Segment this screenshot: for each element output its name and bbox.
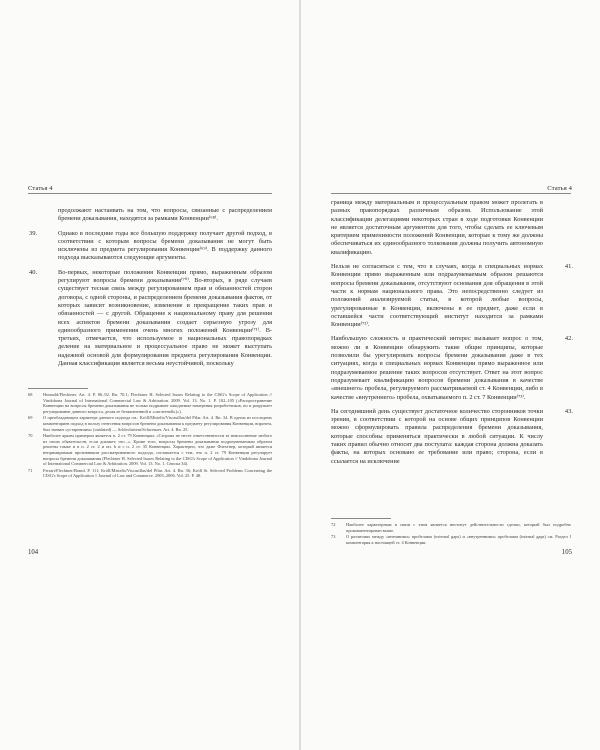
paragraph-40 (29, 268, 272, 369)
footnote-73 (331, 534, 571, 545)
running-header: Статья 4 (547, 185, 572, 192)
footnote-number: 73 (331, 534, 336, 540)
footnote-number: 72 (331, 522, 336, 527)
footnote-text: О преобладающем характере данного подхода см.: Kröll/Mistelis/Viscasillas/del Pilar. Art. 4. Rn. 34. В одном из последних комментариев подход в пользу отнесения вопросов бремени доказывания к предмету регулирования Конвенции, впрочем, был назван «устаревшим» (outdated) — Schlechtriem/Schwenzer. Art. 4. Rn. 25. (43, 415, 272, 432)
paragraph-number: 43. (564, 407, 573, 415)
paragraph-text: Во-первых, некоторые положения Конвенции прямо, выраженным образом регулируют вопросы бремени доказывания⁽⁷⁰⁾. Во-вторых, в ряде случаев существует тесная связь между регулированием прав и обязанностей сторон договора, с одной стороны, и распределением бремени доказывания фактов, от которых зависит возникновение, изменение и прекращение таких прав и обязанностей — с другой. Обращение к национальному праву для решения всех аспектов бремени доказывания создает серьезную угрозу для единообразного применения очень многих положений Конвенции⁽⁷¹⁾. В-третьих, отмечается, что используемое в национальных правопорядках деление на материальное и процессуальное право не может выступать надежной основой для формулирования предмета регулирования Конвенции. Данная классификация является весьма неустойчивой, поскольку (58, 268, 272, 368)
footnote-69 (28, 415, 272, 432)
footnote-70 (28, 433, 272, 467)
footnote-71 (28, 468, 272, 479)
paragraph-text: Нельзя не согласиться с тем, что в случаях, когда в специальных нормах Конвенции прямо выраженным или подразумеваемым образом решаются вопросы бремени доказывания, отсутствуют основания для обращения в этой части к нормам национального права. Это непосредственно следует из положений анализируемой статьи, в которой любые вопросы, урегулированные в Конвенции, включены в ее предмет, даже если в оставшейся части соответствующий институт находится за рамками Конвенции⁽⁷²⁾. (331, 263, 543, 329)
footnote-68 (28, 392, 272, 414)
right-footnotes (331, 522, 571, 546)
footnote-number: 70 (28, 433, 33, 439)
paragraph-number: 41. (564, 263, 573, 271)
left-page (0, 0, 299, 750)
footnote-number: 69 (28, 415, 33, 421)
paragraph-number: 39. (29, 229, 38, 237)
footnote-text: Ferrari/Flechtner/Brand. P. 111; Kröll/Mistelis/Viscasillas/del Pilar. Art. 4. Rn. 36; Kröll St. Selected Problems Concerning the CISG's Scope of Application // Journal of Law and Commerce. 2005–2006. Vol. 25. P. 48. (43, 467, 272, 479)
footnote-number: 71 (28, 467, 33, 473)
footnote-number: 68 (28, 392, 33, 397)
footnote-rule (28, 388, 88, 389)
footnote-rule (331, 518, 391, 519)
page-number: 105 (561, 549, 572, 556)
right-body (331, 199, 573, 472)
footnote-72 (331, 522, 571, 533)
paragraph-number: 42. (564, 335, 573, 343)
left-body (29, 207, 272, 374)
paragraph-text: Однако в последние годы все большую поддержку получает другой подход, в соответствии с которым вопросы бремени доказывания не могут быть исключены из предмета регулирования Конвенции⁽⁶⁹⁾. В поддержку данного подхода высказываются следующие аргументы. (58, 229, 272, 262)
intro-paragraph: продолжают настаивать на том, что вопросы, связанные с распределением бремени доказывания, находятся за рамками Конвенции⁽⁶⁸⁾. (58, 207, 272, 223)
footnote-text: О различиях между «внешними» пробелами (external gaps) и «внутренними» пробелами (internal gaps) см. Раздел I комментария к настоящей ст. 4 Конвенции. (346, 534, 571, 545)
paragraph-43 (331, 407, 573, 466)
header-rule (331, 193, 571, 194)
paragraph-text: На сегодняшний день существует достаточное количество сторонников точки зрения, в соответствии с которой на основе общих принципов Конвенции можно сформулировать правила распределения бремени доказывания, которые способны применяться практически в любой ситуации. К числу таких правил обычно относят два постулата: каждая сторона должна доказать факты, на которых основано ее требование или право; сторона, если в ссылается на исключение (331, 407, 543, 465)
footnote-text: Honnold/Flechtner. Art. 4. P. 86–92. Rn. 70.1; Flechtner H. Selected Issues Relating to the CISG's Scope of Application // Vindobona Journal of International Commercial Law & Arbitration. 2009. Vol. 13. No. 1. P. 102–105 («Распространение Конвенции на вопросы бремени доказывания не только подрывает ожидаемые намерения разработчиков, но и разрушает регулирование данного вопроса, делая ее безжизненной и «скелетной»)»). (43, 392, 272, 414)
paragraph-39 (29, 229, 272, 263)
paragraph-41 (331, 263, 573, 329)
page-number: 104 (28, 549, 39, 556)
left-footnotes (28, 392, 272, 480)
running-header: Статья 4 (28, 185, 53, 192)
paragraph-text: Наибольшую сложность и практический интерес вызывает вопрос о том, можно ли в Конвенции обнаружить такие общие принципы, которые позволили бы урегулировать вопросы бремени доказывания даже в тех ситуациях, когда в специальных нормах Конвенции прямо выраженное или подразумеваемое решение таких вопросов отсутствует. Ответ на этот вопрос подразумевает квалификацию вопросов бремени доказывания в качестве «внешнего» пробела, регулируемого рассматриваемой ст. 4 Конвенции, либо в качестве «внутреннего» пробела, охватываемого п. 2 ст. 7 Конвенции⁽⁷³⁾. (331, 335, 543, 401)
right-page (301, 0, 600, 750)
footnote-text: Наиболее характерным в связи с этим является институт действительности сделки, который был подробно прокомментирован выше. (346, 522, 571, 533)
paragraph-number: 40. (29, 268, 38, 276)
paragraph-42 (331, 335, 573, 401)
footnote-text: Наиболее ярким примером является п. 2 ст. 79 Конвенции: «Сторона не несет ответственности за неисполнение любого из своих обязательств, если докажет, что...». Кроме того, вопросы бремени доказывания подразумеваемым образом решены также и в п. 2 ст. 2 и пп. b и c п. 2 ст. 35 Конвенции. Характерно, что даже Флехтнер, который является непримиримым противником рассматриваемого подхода, соглашается с тем, что п. 2 ст. 79 Конвенции регулирует вопросы бремени доказывания (Flechtner H. Selected Issues Relating to the CISG's Scope of Application // Vindobona Journal of International Commercial Law & Arbitration. 2009. Vol. 13. No. 1. Сноска 34). (43, 433, 272, 467)
header-rule (28, 193, 272, 194)
intro-paragraph: граница между материальным и процессуальным правом может пролегать в разных правопорядках различным образом. Использование этой классификации делегациями некоторых стран в ходе подготовки Конвенции не является достаточным аргументом для того, чтобы сделать ее ключевым критерием применимости положений Конвенции, которые к тому же должны обеспечиваться их единообразного толкования должны получить автономную квалификацию. (331, 199, 543, 256)
